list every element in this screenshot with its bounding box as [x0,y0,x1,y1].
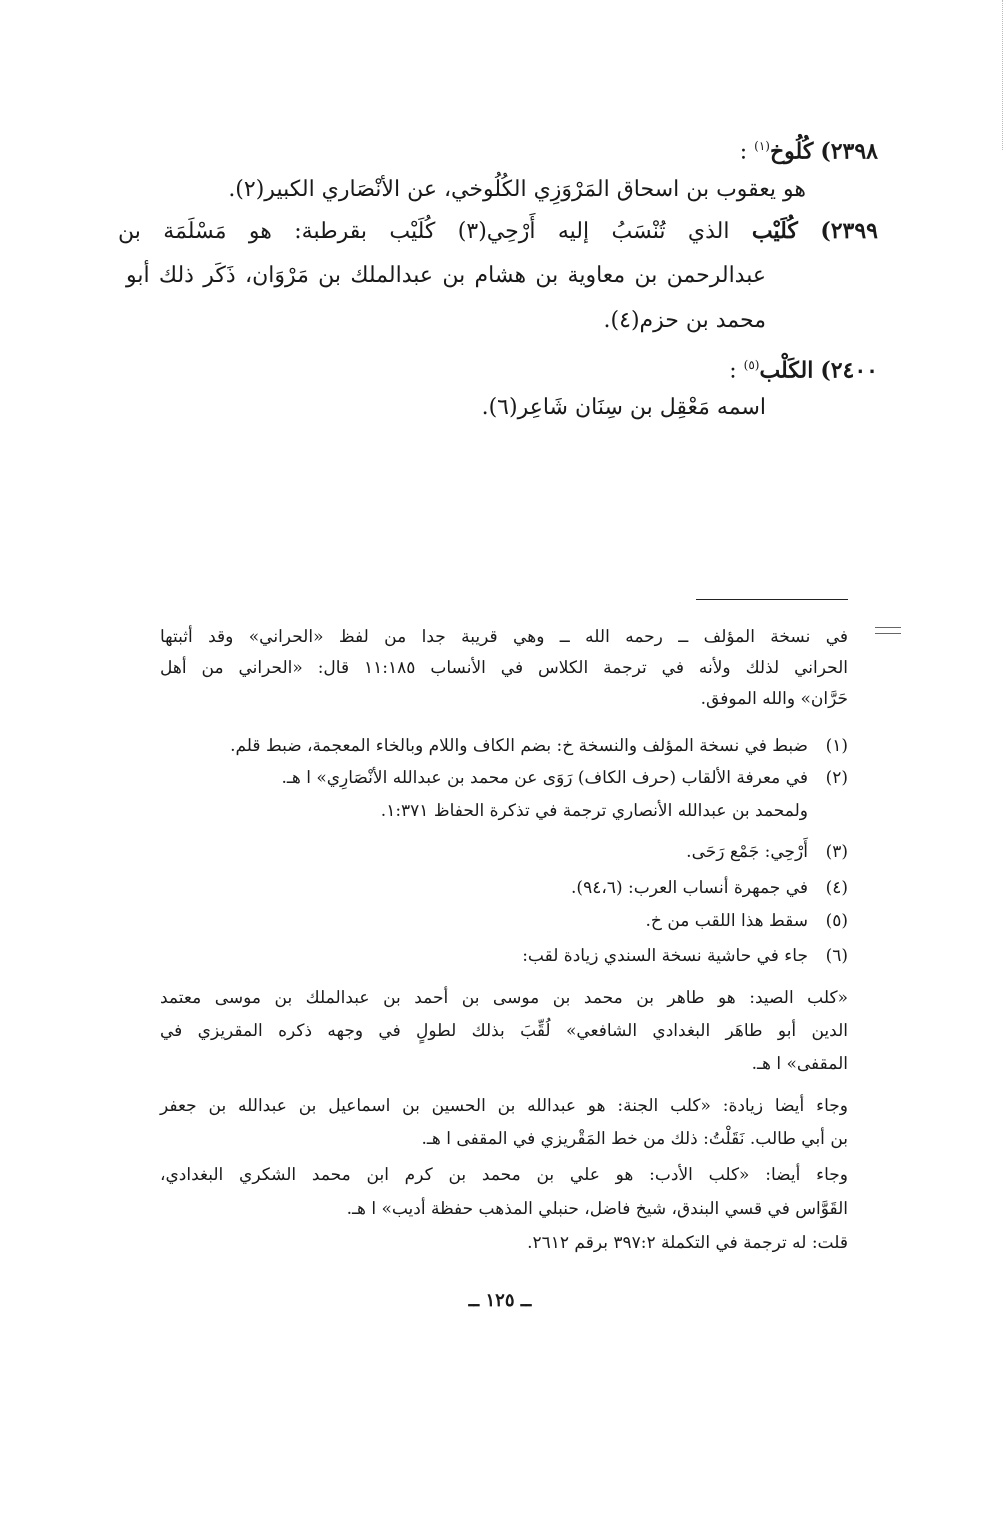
footnote-6-line: المقفى» ا هـ. [751,1054,848,1074]
footnote-6-line: وجاء أيضا زيادة: «كلب الجنة: هو عبدالله بن الحسين بن اسماعيل بن عبدالله بن جعفر [160,1096,848,1116]
entry-2400-heading: ٢٤٠٠) الكَلْب$^{(٥)}$ : [729,357,878,384]
entry-2398-heading: ٢٣٩٨) كُلُوخ$^{(١)}$ : [739,138,878,165]
footnote-label: (٤) [825,878,848,898]
footnote-2: (٢)في معرفة الألقاب (حرف الكاف) رَوَى عن محمد بن عبدالله الأنْصَارِي» ا هـ. [148,764,848,793]
entry-number: ٢٤٠٠) [820,357,878,384]
footnote-label: (٥) [825,911,848,931]
footnote-2-cont: ولمحمد بن عبدالله الأنصاري ترجمة في تذكرة الحفاظ ١:٣٧١. [380,801,808,821]
entry-2400-body: اسمه مَعْقِل بن سِنَان شَاعِر(٦). [481,395,766,420]
footnote-5: (٥)سقط هذا اللقب من خ. [148,907,848,936]
entry-2399-line3: محمد بن حزم(٤). [603,308,766,333]
footnote-label: (١) [825,736,848,756]
footnote-6-line: وجاء أيضا: «كلب الأدب: هو علي بن محمد بن كرم ابن محمد الشكري البغدادي، [160,1165,848,1185]
entry-heading: الكَلْب [759,357,814,384]
footnote-3: (٣)أَرْحِي: جَمْع رَحَى. [148,838,848,867]
footnote-continued-line: في نسخة المؤلف ــ رحمه الله ــ وهي قريبة جدا من لفظ «الحراني» وقد أثبتها [160,627,848,647]
footnote-6-line: «كلب الصيد: هو طاهر بن محمد بن موسى بن أحمد بن عبدالملك بن موسى معتمد [160,988,848,1008]
footnote-ref: (٥) [743,358,760,372]
footnote-6-line: قلت: له ترجمة في التكملة ٣٩٧:٢ برقم ٢٦١٢. [527,1233,848,1253]
margin-mark [875,627,901,634]
footnote-ref: (١) [754,139,770,153]
entry-heading: كُلُوخ [769,138,814,165]
footnote-4: (٤)في جمهرة أنساب العرب: (٩٤،٦). [148,874,848,903]
page-number: ــ ١٢٥ ــ [468,1290,532,1311]
footnote-6-line: بن أبي طالب. نَقَلْتُ: ذلك من خط المَقْريزي في المقفى ا هـ. [421,1129,848,1149]
scan-edge-marks [1001,0,1003,150]
entry-number: ٢٣٩٩) [820,218,878,244]
entry-2399-line1: ٢٣٩٩) كُلَيْب الذي تُنْسَبُ إليه أَرْحِي(٣) كُلَيْب بقرطبة: هو مَسْلَمَة بن [118,218,878,244]
footnote-6: (٦)جاء في حاشية نسخة السندي زيادة لقب: [148,942,848,971]
entry-number: ٢٣٩٨) [820,138,878,165]
footnote-6-line: الدين أبو طاهَر البغدادي الشافعي» لُقِّبَ بذلك لطولٍ في وجهه ذكره المقريزي في [160,1021,848,1041]
footnote-label: (٣) [825,842,848,862]
footnote-1: (١)ضبط في نسخة المؤلف والنسخة خ: بضم الكاف واللام وبالخاء المعجمة، ضبط قلم. [148,732,848,761]
footnote-6-line: القَوَّاس في قسي البندق، شيخ فاضل، حنبلي المذهب حفظة أديب» ا هـ. [346,1199,848,1219]
footnote-continued-line: الحراني لذلك ولأنه في ترجمة الكلاس في الأنساب ١١:١٨٥ قال: «الحراني من أهل [160,658,848,678]
footnote-continued-line: حَرَّان» والله الموفق. [700,689,848,709]
entry-2398-body: هو يعقوب بن اسحاق المَرْوَزِي الكُلُوخي، عن الأنْصَاري الكبير(٢). [228,177,806,202]
entry-heading: كُلَيْب [751,218,798,244]
footnote-label: (٢) [825,768,848,788]
footnote-label: (٦) [825,946,848,966]
footnote-separator [696,599,848,600]
entry-2399-line2: عبدالرحمن بن معاوية بن هشام بن عبدالملك بن مَرْوَان، ذَكَر ذلك أبو [126,263,766,288]
